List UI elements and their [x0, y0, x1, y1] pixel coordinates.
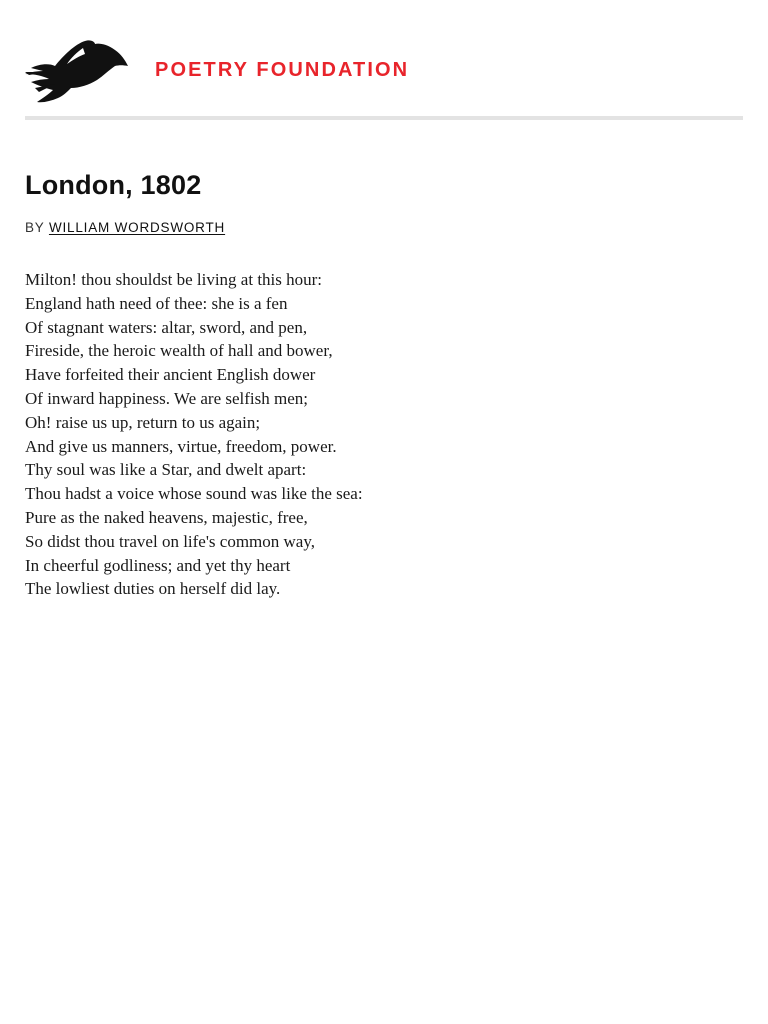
site-header: [25, 36, 743, 116]
poem-line: Milton! thou shouldst be living at this hour:: [25, 270, 323, 289]
byline: [25, 220, 225, 235]
poem-line: Thy soul was like a Star, and dwelt apart:: [25, 460, 307, 480]
poem-title: London, 1802: [25, 170, 202, 200]
poem-line: England hath need of thee: she is a fen: [25, 293, 288, 313]
poem-line: Pure as the naked heavens, majestic, free,: [25, 507, 308, 527]
poem-line: Have forfeited their ancient English dower: [25, 365, 316, 385]
poem-line: Of stagnant waters: altar, sword, and pen,: [25, 317, 308, 337]
header-divider: [25, 116, 743, 120]
by-label: BY: [25, 220, 45, 235]
logo-wordmark[interactable]: POETRY FOUNDATION: [155, 59, 410, 81]
author-link[interactable]: WILLIAM WORDSWORTH: [48, 220, 226, 235]
poem-line: The lowliest duties on herself did lay.: [25, 579, 281, 599]
poem-line: In cheerful godliness; and yet thy heart: [25, 555, 291, 575]
poem-line: Oh! raise us up, return to us again;: [25, 412, 261, 432]
poem-line: Thou hadst a voice whose sound was like the sea:: [25, 484, 363, 504]
pegasus-bird-icon[interactable]: [25, 38, 129, 104]
poem-line: So didst thou travel on life's common way,: [25, 531, 315, 551]
poem-line: Fireside, the heroic wealth of hall and bower,: [25, 341, 333, 361]
poem-line: Of inward happiness. We are selfish men;: [25, 388, 308, 408]
poem-body: [25, 268, 363, 601]
poem-line: And give us manners, virtue, freedom, power.: [25, 436, 337, 456]
